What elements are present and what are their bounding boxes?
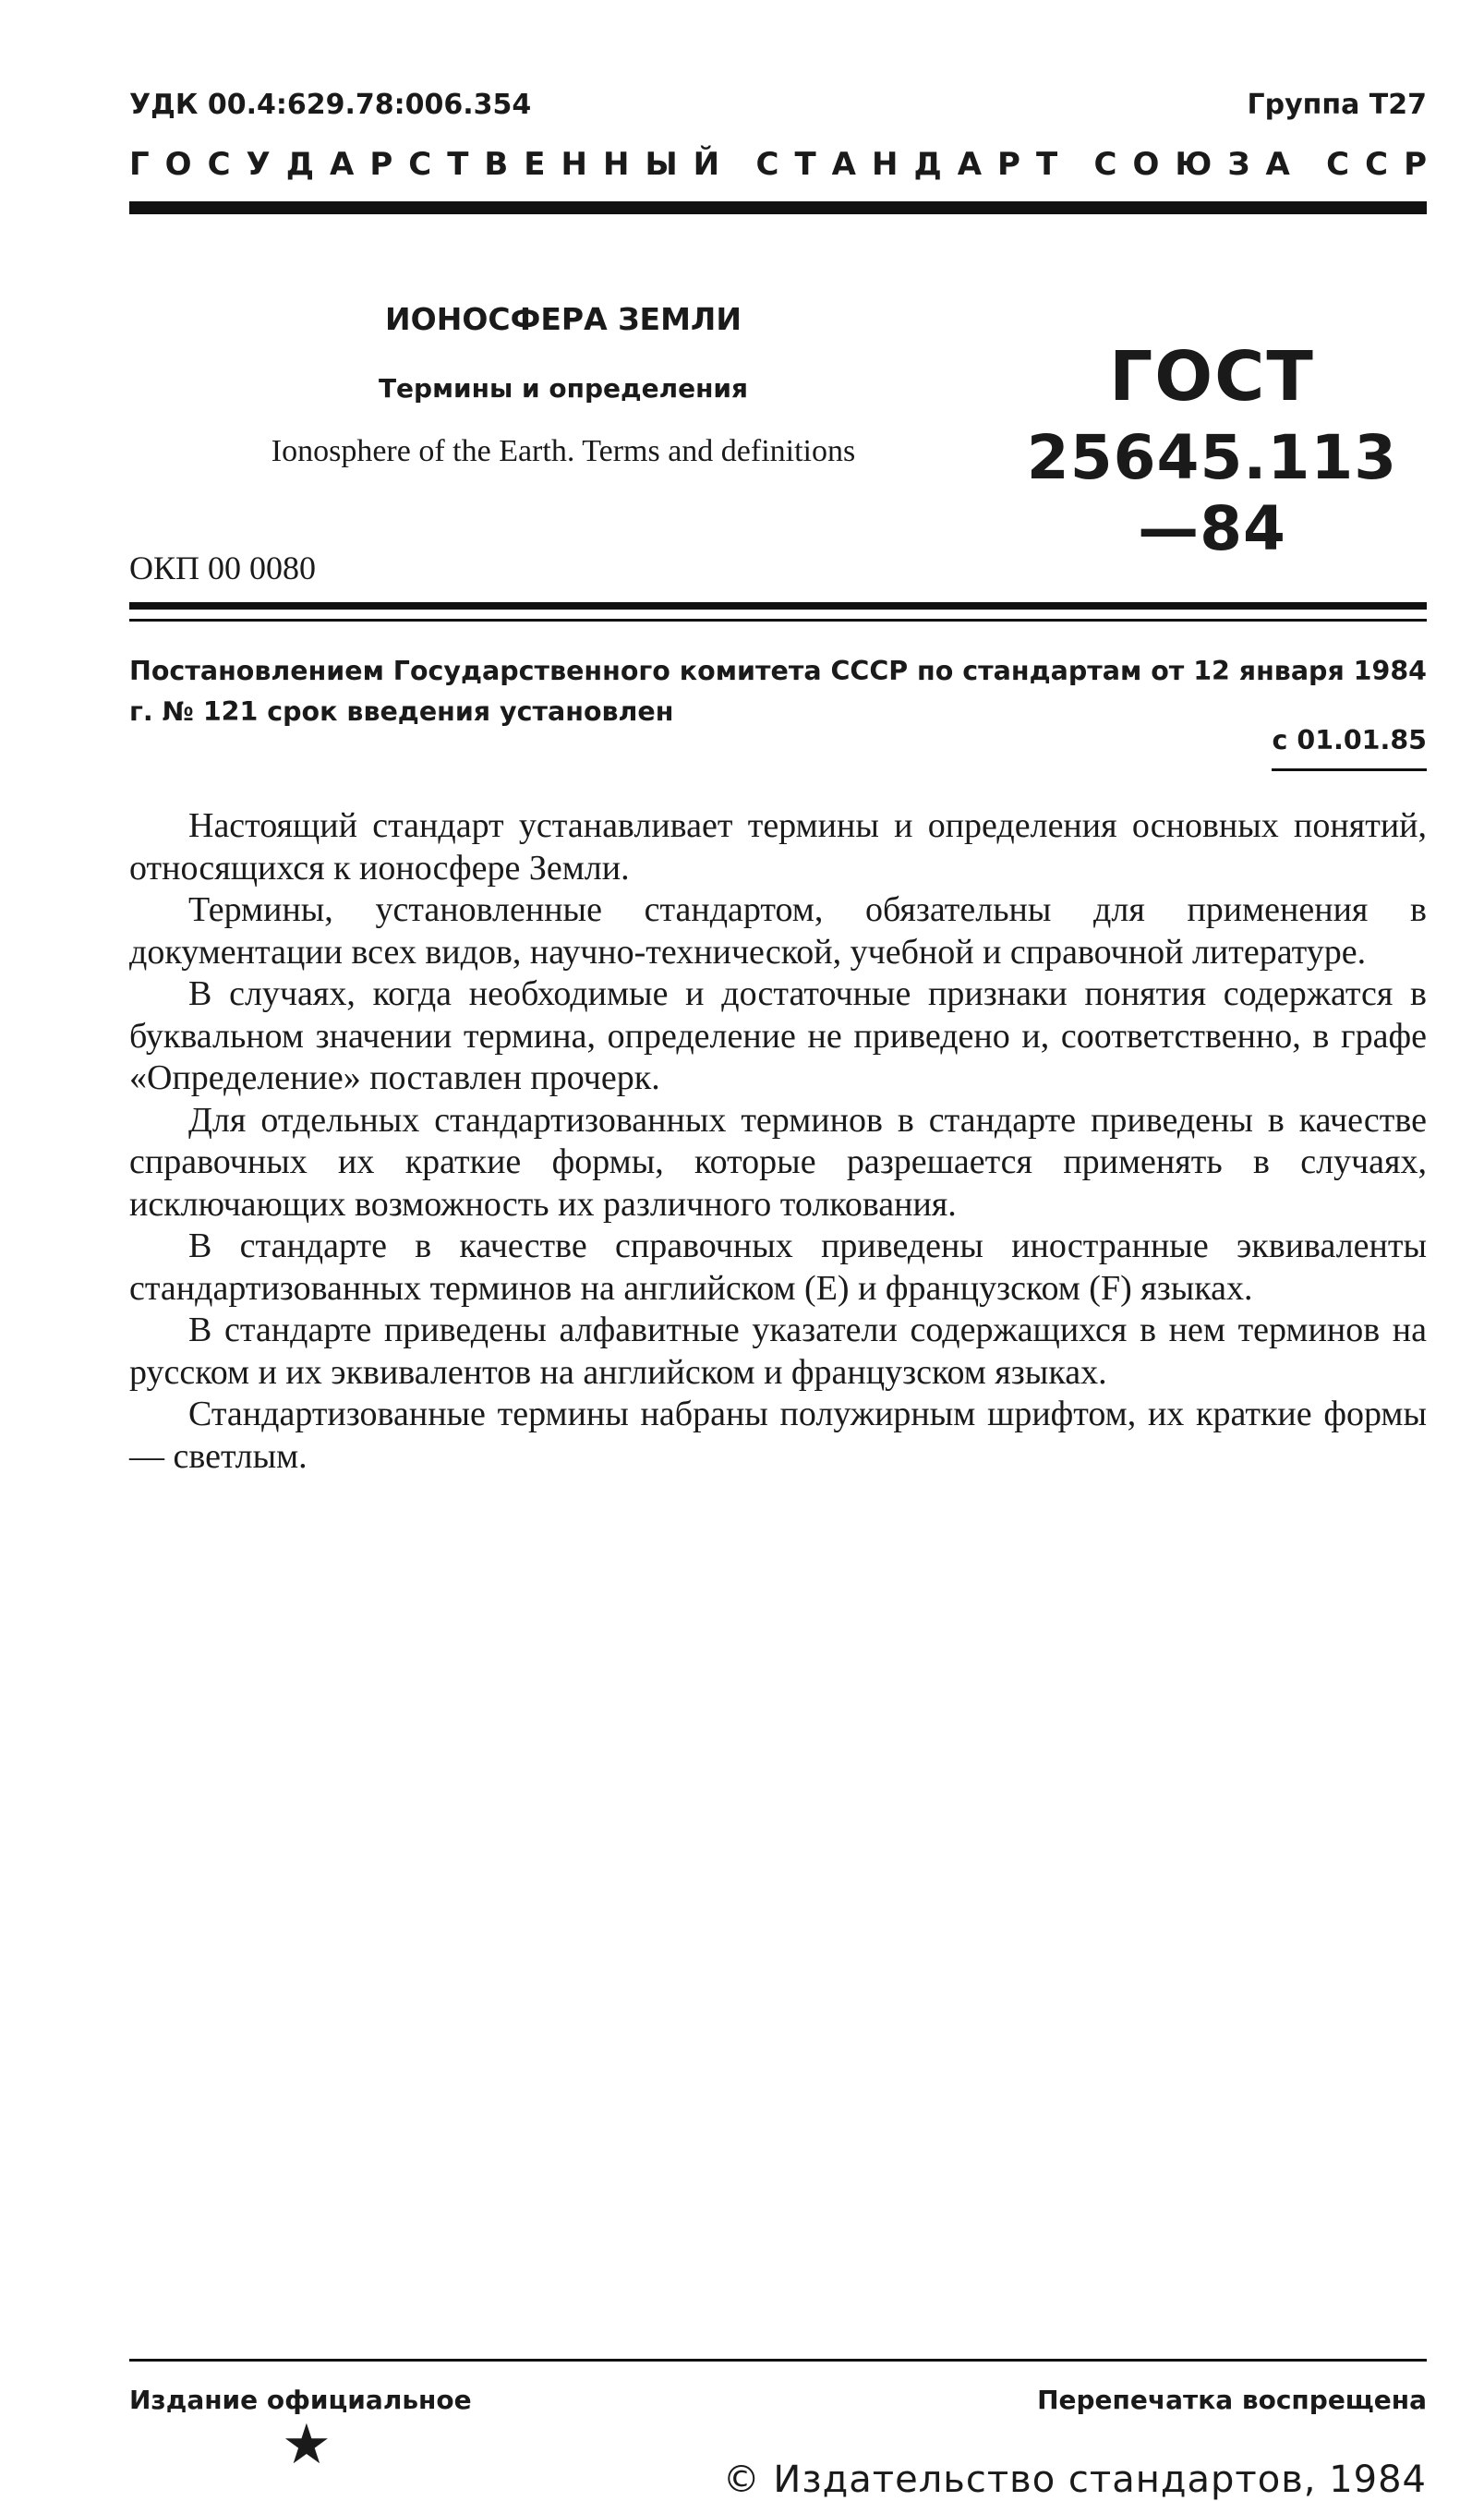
paragraph: В стандарте в качестве справочных приведены иностранные эквиваленты стандартизованных терминов на английском (Е) и французском (F) языках. [129,1226,1427,1308]
heading-word-2: СТАНДАРТ [755,146,1074,183]
official-edition-label: Издание официальное [129,2385,472,2415]
udk-code: УДК 00.4:629.78:006.354 [129,89,532,121]
title-rule [129,602,1427,610]
okp-code: ОКП 00 0080 [129,550,317,586]
paragraph: Термины, установленные стандартом, обязательны для применения в документации всех видов, научно-технической, учебной и справочной литературе. [129,890,1427,972]
heading-word-4: ССР [1326,146,1442,183]
reprint-prohibited-label: Перепечатка воспрещена [1037,2385,1427,2415]
heading-word-1: ГОСУДАРСТВЕННЫЙ [129,146,736,183]
paragraph: В стандарте приведены алфавитные указатели содержащихся в нем терминов на русском и их эквивалентов на английском и французском языках. [129,1311,1427,1392]
title-rule-thin [129,619,1427,622]
en-title: Ionosphere of the Earth. Terms and definitions [271,434,856,468]
gost-label: ГОСТ [1109,337,1315,417]
effective-date: с 01.01.85 [1272,725,1427,755]
heading-word-3: СОЮЗА [1093,146,1306,183]
paragraph: Стандартизованные термины набраны полужирным шрифтом, их краткие формы — светлым. [129,1395,1427,1476]
gost-number: 25645.113—84 [1026,422,1398,564]
ru-title: ИОНОСФЕРА ЗЕМЛИ [385,301,742,337]
paragraph: Для отдельных стандартизованных терминов в стандарте приведены в качестве справочных их краткие формы, которые разрешается применять в случаях, исключающих возможность их различного толкования. [129,1100,1427,1224]
state-standard-heading [129,146,1442,183]
group-code: Группа Т27 [1247,89,1427,121]
ru-subtitle: Термины и определения [378,373,749,404]
decree-text: Постановлением Государственного комитета СССР по стандартам от 12 января 1984 г. № 121 срок введения установлен [129,656,1428,727]
footer-rule [129,2359,1427,2362]
paragraph: В случаях, когда необходимые и достаточные признаки понятия содержатся в буквальном значении термина, определение не приведено и, соответственно, в графе «Определение» поставлен прочерк. [129,974,1427,1097]
header-rule [129,201,1427,214]
publisher-copyright: © Издательство стандартов, 1984 [722,2459,1427,2501]
paragraph: Настоящий стандарт устанавливает термины и определения основных понятий, относящихся к ионосфере Земли. [129,806,1427,888]
date-underline [1272,768,1427,771]
star-icon: ★ [282,2412,332,2477]
body-text [129,805,1427,1478]
